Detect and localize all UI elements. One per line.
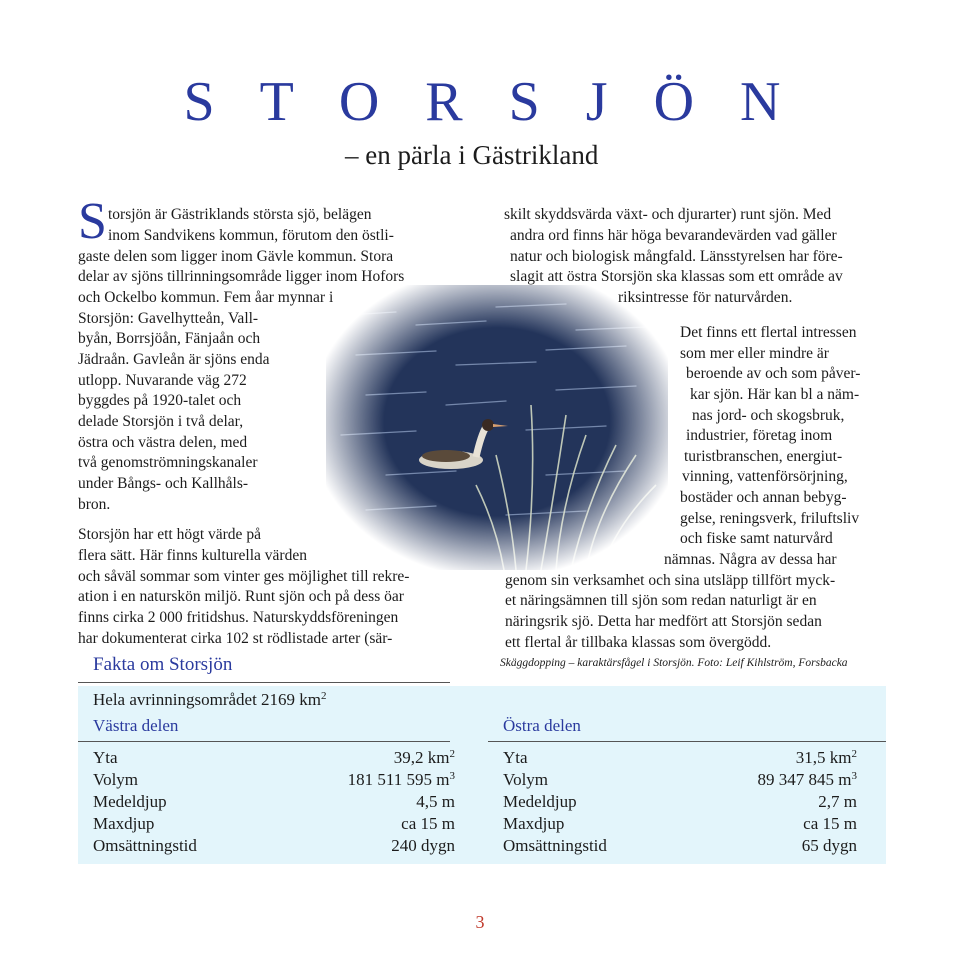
row-label: Volym <box>93 770 139 789</box>
table-row <box>93 814 455 836</box>
west-heading: Västra delen <box>93 716 179 735</box>
grebe-photo <box>326 285 668 570</box>
drop-cap: S <box>78 193 107 250</box>
text-line: gaste delen som ligger inom Gävle kommun. Stora <box>78 248 394 265</box>
text-line: flera sätt. Här finns kulturella värden <box>78 547 307 564</box>
text-line: andra ord finns här höga bevarandevärden vad gäller <box>510 227 837 244</box>
photo-caption: Skäggdopping – karaktärsfågel i Storsjön. Foto: Leif Kihlström, Forsbacka <box>500 657 848 669</box>
row-label: Volym <box>503 770 549 789</box>
west-divider <box>78 741 450 742</box>
text-line: delade Storsjön i två delar, <box>78 413 244 430</box>
text-line: riksintresse för naturvården. <box>618 289 793 306</box>
table-row <box>503 748 857 770</box>
text-line: och såväl sommar som vinter ges möjlighet till rekre- <box>78 568 410 585</box>
page-number: 3 <box>475 912 485 932</box>
text-line: industrier, företag inom <box>686 427 833 444</box>
row-label: Yta <box>503 748 528 767</box>
text-line: skilt skyddsvärda växt- och djurarter) runt sjön. Med <box>504 206 832 223</box>
text-line: bron. <box>78 496 111 513</box>
row-value: 89 347 845 $m^3$ <box>757 770 857 789</box>
text-line: utlopp. Nuvarande väg 272 <box>78 372 247 389</box>
text-line: näringsrik sjö. Detta har medfört att Storsjön sedan <box>505 613 822 630</box>
text-line: som mer eller mindre är <box>680 345 829 362</box>
text-line: och Ockelbo kommun. Fem åar mynnar i <box>78 289 334 306</box>
row-label: Maxdjup <box>503 814 565 833</box>
table-row <box>93 748 455 770</box>
row-value: ca 15 m <box>401 814 455 833</box>
text-line: turistbranschen, energiut- <box>684 448 843 465</box>
row-label: Medeldjup <box>503 792 577 811</box>
table-row <box>503 792 857 814</box>
text-line: ation i en naturskön miljö. Runt sjön och på dess öar <box>78 588 404 605</box>
table-row <box>503 770 857 792</box>
facts-total-text: Hela avrinningsområdet 2169 km <box>93 690 322 709</box>
row-value: 4,5 m <box>416 792 455 811</box>
table-row <box>93 836 455 858</box>
facts-heading: Fakta om Storsjön <box>93 654 233 675</box>
text-line: nas jord- och skogsbruk, <box>692 407 845 424</box>
table-row <box>93 770 455 792</box>
row-value: 240 dygn <box>391 836 455 855</box>
text-line: finns cirka 2 000 fritidshus. Naturskyddsföreningen <box>78 609 399 626</box>
facts-divider <box>78 682 450 683</box>
row-value: 181 511 595 $m^3$ <box>347 770 455 789</box>
table-row <box>93 792 455 814</box>
row-value: 2,7 m <box>818 792 857 811</box>
row-label: Omsättningstid <box>503 836 607 855</box>
row-label: Yta <box>93 748 118 767</box>
row-value: 39,2 $km^2$ <box>393 748 455 767</box>
text-line: inom Sandvikens kommun, förutom den östli- <box>108 227 394 244</box>
row-value: ca 15 m <box>803 814 857 833</box>
text-line: slagit att östra Storsjön ska klassas som ett område av <box>510 268 843 285</box>
page-subtitle: – en pärla i Gästrikland <box>345 140 599 170</box>
table-row <box>503 814 857 836</box>
text-line: östra och västra delen, med <box>78 434 248 451</box>
text-line: Storsjön har ett högt värde på <box>78 526 261 543</box>
row-label: Maxdjup <box>93 814 155 833</box>
text-line: torsjön är Gästriklands största sjö, belägen <box>108 206 372 223</box>
text-line: Jädraån. Gavleån är sjöns enda <box>78 351 270 368</box>
text-line: vinning, vattenförsörjning, <box>682 468 848 485</box>
text-line: kar sjön. Här kan bl a näm- <box>690 386 860 403</box>
row-label: Medeldjup <box>93 792 167 811</box>
text-line: byån, Borrsjöån, Fänjaån och <box>78 330 261 347</box>
east-divider <box>488 741 886 742</box>
text-line: genom sin verksamhet och sina utsläpp tillfört myck- <box>505 572 836 589</box>
text-line: Storsjön: Gavelhytteån, Vall- <box>78 310 259 327</box>
text-line: ett flertal år tillbaka klassas som övergödd. <box>505 634 772 651</box>
text-line: et näringsämnen till sjön som redan naturligt är en <box>505 592 817 609</box>
text-line: delar av sjöns tillrinningsområde ligger inom Hofors <box>78 268 405 285</box>
facts-total-sup: 2 <box>321 690 327 702</box>
east-heading: Östra delen <box>503 716 581 735</box>
row-value: 31,5 $km^2$ <box>795 748 857 767</box>
text-line: byggdes på 1920-talet och <box>78 392 242 409</box>
page-title: S T O R S J Ö N <box>183 71 797 133</box>
row-value: 65 dygn <box>801 836 857 855</box>
table-row <box>503 836 857 858</box>
text-line: har dokumenterat cirka 102 st rödlistade arter (sär- <box>78 630 393 647</box>
text-line: två genomströmningskanaler <box>78 454 258 471</box>
text-line: gelse, reningsverk, friluftsliv <box>680 510 860 527</box>
text-line: natur och biologisk mångfald. Länsstyrelsen har före- <box>510 248 843 265</box>
text-line: bostäder och annan bebyg- <box>680 489 847 506</box>
facts-total <box>93 690 327 710</box>
row-label: Omsättningstid <box>93 836 197 855</box>
text-line: Det finns ett flertal intressen <box>680 324 857 341</box>
text-line: beroende av och som påver- <box>686 365 861 382</box>
text-line: och fiske samt naturvård <box>680 530 833 547</box>
text-line: nämnas. Några av dessa har <box>664 551 837 568</box>
text-line: under Bångs- och Kallhåls- <box>78 475 249 492</box>
